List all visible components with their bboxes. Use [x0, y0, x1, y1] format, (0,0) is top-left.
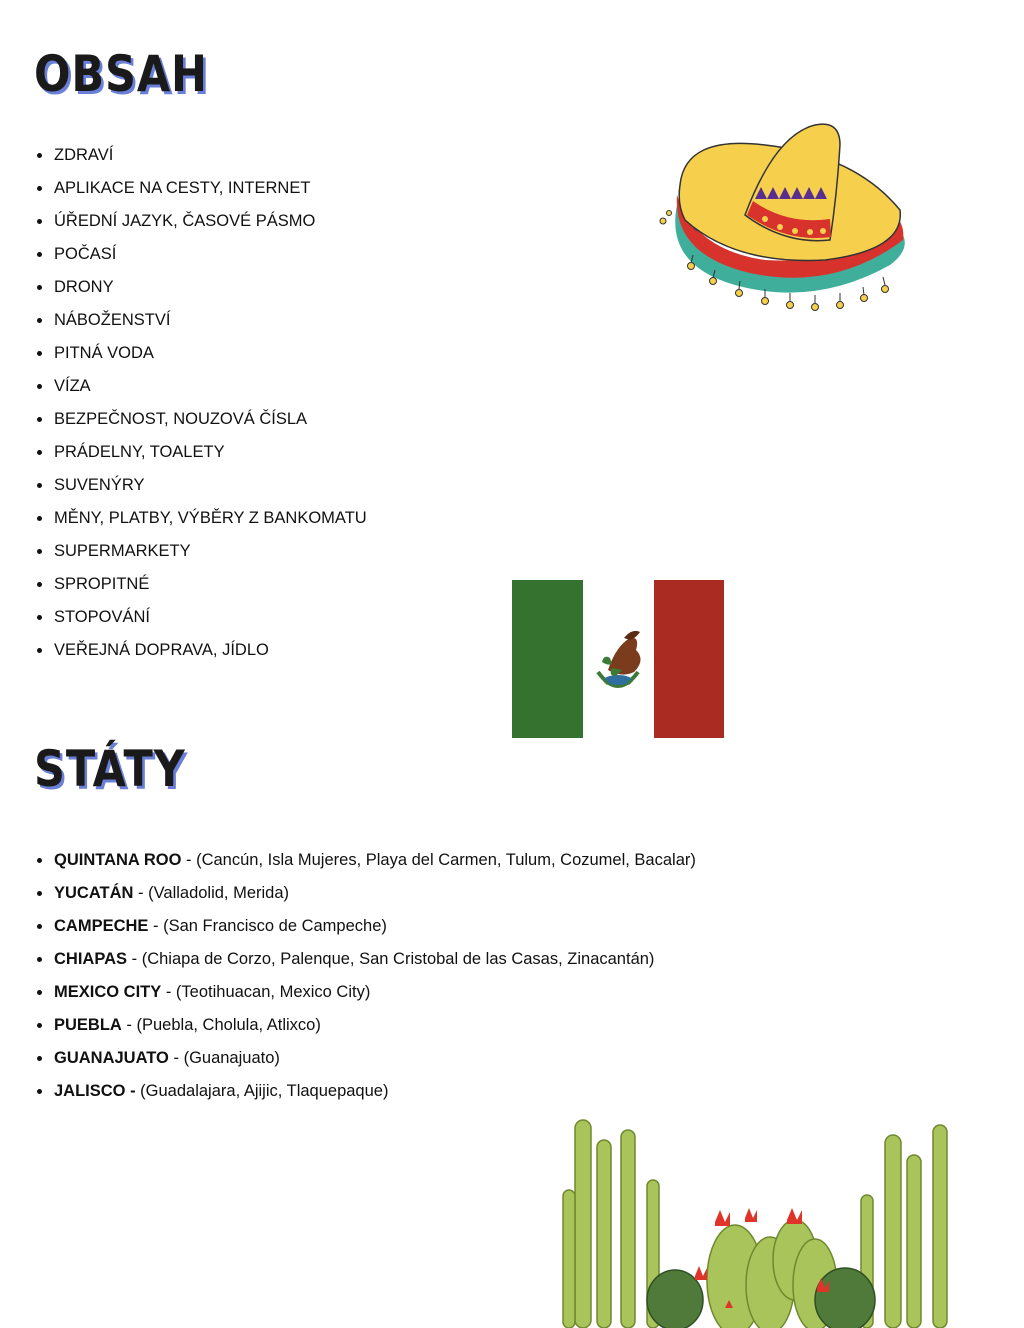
state-name: CHIAPAS: [54, 950, 128, 968]
state-item: [36, 949, 696, 982]
state-name: CAMPECHE: [54, 917, 149, 935]
toc-item: PITNÁ VODA: [36, 343, 367, 376]
toc-item: VÍZA: [36, 376, 367, 409]
toc-item: APLIKACE NA CESTY, INTERNET: [36, 178, 367, 211]
toc-item: PRÁDELNY, TOALETY: [36, 442, 367, 475]
state-item: [36, 1048, 696, 1081]
toc-item: SUVENÝRY: [36, 475, 367, 508]
state-name: YUCATÁN: [54, 884, 134, 902]
state-cities: - (Puebla, Cholula, Atlixco): [121, 1016, 321, 1034]
mexico-flag-image: [512, 580, 724, 738]
toc-item: NÁBOŽENSTVÍ: [36, 310, 367, 343]
state-name: JALISCO -: [54, 1082, 136, 1100]
toc-heading: OBSAH: [34, 45, 208, 103]
toc-item: VEŘEJNÁ DOPRAVA, JÍDLO: [36, 640, 367, 673]
toc-item: ZDRAVÍ: [36, 145, 367, 178]
state-cities: (Guadalajara, Ajijic, Tlaquepaque): [135, 1082, 389, 1100]
state-name: GUANAJUATO: [54, 1049, 169, 1067]
toc-item: DRONY: [36, 277, 367, 310]
state-item: [36, 916, 696, 949]
toc-item: ÚŘEDNÍ JAZYK, ČASOVÉ PÁSMO: [36, 211, 367, 244]
toc-item: BEZPEČNOST, NOUZOVÁ ČÍSLA: [36, 409, 367, 442]
state-name: QUINTANA ROO: [54, 851, 182, 869]
state-cities: - (San Francisco de Campeche): [148, 917, 387, 935]
state-cities: - (Cancún, Isla Mujeres, Playa del Carmen, Tulum, Cozumel, Bacalar): [181, 851, 696, 869]
toc-item: SUPERMARKETY: [36, 541, 367, 574]
state-cities: - (Valladolid, Merida): [133, 884, 290, 902]
state-item: [36, 1015, 696, 1048]
state-item: [36, 850, 696, 883]
toc-item: POČASÍ: [36, 244, 367, 277]
state-cities: - (Guanajuato): [168, 1049, 280, 1067]
cacti-image: [555, 1110, 965, 1328]
toc-item: SPROPITNÉ: [36, 574, 367, 607]
toc-item: STOPOVÁNÍ: [36, 607, 367, 640]
states-heading: STÁTY: [34, 740, 186, 798]
sombrero-image: [655, 115, 915, 320]
state-name: MEXICO CITY: [54, 983, 162, 1001]
state-item: [36, 982, 696, 1015]
states-list: [36, 850, 696, 1114]
toc-list: [36, 145, 367, 673]
state-cities: - (Chiapa de Corzo, Palenque, San Cristobal de las Casas, Zinacantán): [127, 950, 655, 968]
state-name: PUEBLA: [54, 1016, 122, 1034]
state-cities: - (Teotihuacan, Mexico City): [161, 983, 371, 1001]
state-item: [36, 883, 696, 916]
toc-item: MĚNY, PLATBY, VÝBĚRY Z BANKOMATU: [36, 508, 367, 541]
